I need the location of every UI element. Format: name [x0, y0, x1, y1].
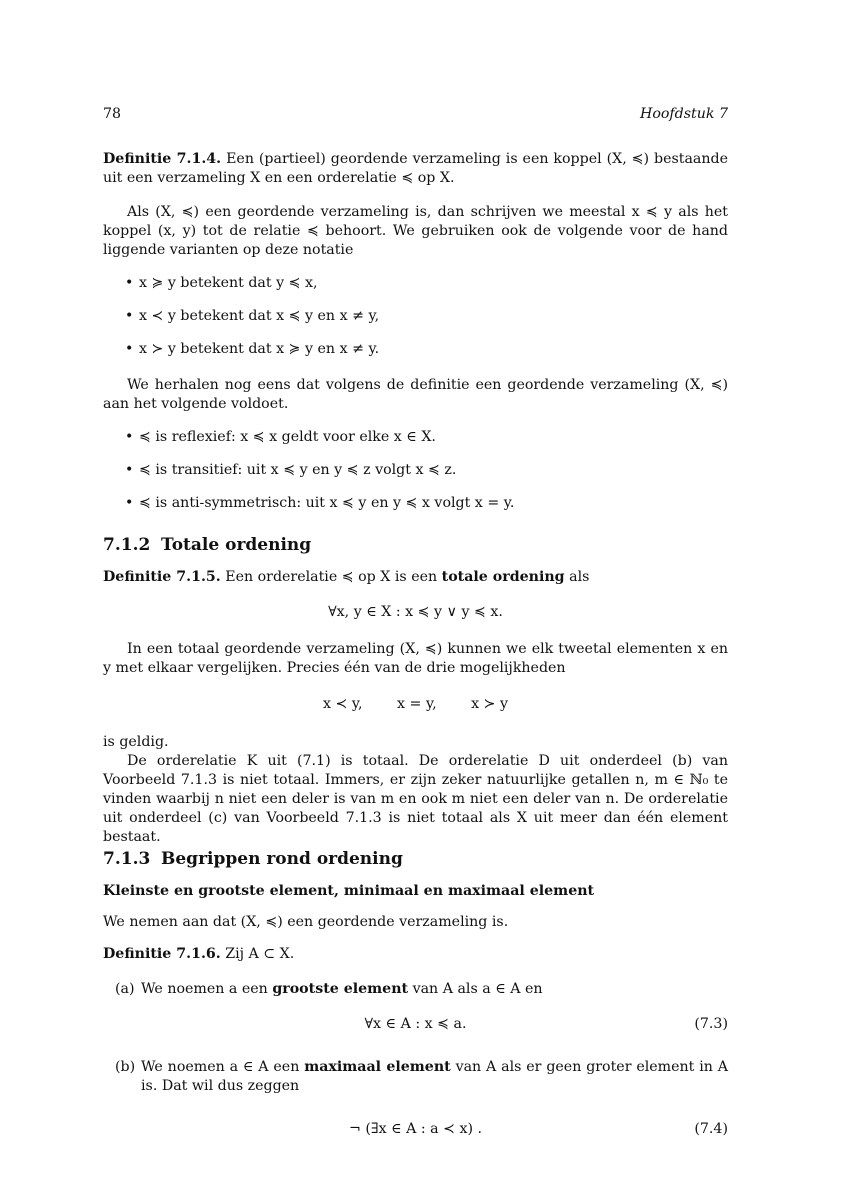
item-text-after: van A als a ∈ A en — [412, 981, 543, 997]
section-heading-7-1-2 — [103, 536, 728, 555]
trichotomy-less: x ≺ y, — [322, 696, 363, 712]
section-title: Totale ordening — [161, 535, 312, 555]
item-term: grootste element — [272, 981, 409, 997]
notation-list — [103, 274, 728, 373]
trichotomy-equal: x = y, — [397, 696, 437, 712]
paragraph-assume: We nemen aan dat (X, ≼) een geordende verzameling is. — [103, 914, 509, 930]
trichotomy-display — [103, 695, 728, 714]
section-number: 7.1.2 — [103, 535, 151, 555]
list-item: • x ≻ y betekent dat x ≽ y en x ≠ y. — [103, 340, 728, 373]
item-text-before: We noemen a een — [141, 981, 268, 997]
equation-tag: (7.3) — [694, 1016, 728, 1032]
section-title: Begrippen rond ordening — [161, 849, 403, 869]
list-item: • x ≺ y betekent dat x ≼ y en x ≠ y, — [103, 307, 728, 340]
section-heading-7-1-3 — [103, 850, 728, 869]
item-text-after: van A als er geen groter element in A is. Dat wil dus zeggen — [141, 1059, 728, 1094]
list-item: • ≼ is anti-symmetrisch: uit x ≼ y en y ≼ x volgt x = y. — [103, 494, 728, 527]
property-list — [103, 428, 728, 527]
page — [103, 0, 728, 1137]
paragraph-geldig: is geldig. — [103, 734, 169, 750]
definition-text-after: als — [569, 569, 590, 585]
definition-item-a — [103, 980, 728, 999]
page-number: 78 — [103, 106, 122, 122]
trichotomy-greater: x ≻ y — [471, 696, 509, 712]
running-header — [103, 105, 728, 125]
section-number: 7.1.3 — [103, 849, 151, 869]
item-term: maximaal element — [304, 1059, 451, 1075]
equation-formula: ∀x ∈ A : x ≼ a. — [364, 1016, 467, 1032]
paragraph-notation: Als (X, ≼) een geordende verzameling is, dan schrijven we meestal x ≼ y als het koppel (x, y) tot de relatie ≼ behoort. We gebruiken ook de volgende voor de hand liggende varianten op deze notatie — [103, 204, 728, 258]
definition-text-before: Een orderelatie ≼ op X is een — [225, 569, 438, 585]
equation-formula: ¬ (∃x ∈ A : a ≺ x) . — [348, 1121, 483, 1137]
definition-7-1-4 — [103, 150, 728, 188]
item-text-before: We noemen a ∈ A een — [141, 1059, 300, 1075]
list-item: • ≼ is transitief: uit x ≼ y en y ≼ z volgt x ≼ z. — [103, 461, 728, 494]
definition-label: Definitie 7.1.4. — [103, 151, 222, 167]
item-label: (a) — [115, 981, 135, 997]
paragraph-examples: De orderelatie K uit (7.1) is totaal. De orderelatie D uit onderdeel (b) van Voorbeeld 7.1.3 is niet totaal. Immers, er zijn zeker natuurlijke getallen n, m ∈ ℕ₀ te vinden waarbij n niet een deler is van m en ook m niet een deler van n. De orderelatie uit onderdeel (c) van Voorbeeld 7.1.3 is niet totaal als X uit meer dan één element bestaat. — [103, 753, 728, 845]
definition-text: Zij A ⊂ X. — [225, 946, 295, 962]
equation-7-3 — [103, 1015, 728, 1035]
list-item: • x ≽ y betekent dat y ≼ x, — [103, 274, 728, 307]
list-item: • ≼ is reflexief: x ≼ x geldt voor elke x ∈ X. — [103, 428, 728, 461]
paragraph-total: In een totaal geordende verzameling (X, ≼) kunnen we elk tweetal elementen x en y met elkaar vergelijken. Precies één van de drie mogelijkheden — [103, 641, 728, 676]
paragraph-repeat: We herhalen nog eens dat volgens de definitie een geordende verzameling (X, ≼) aan het volgende voldoet. — [103, 377, 728, 412]
definition-7-1-5 — [103, 568, 728, 587]
equation-tag: (7.4) — [694, 1121, 728, 1137]
item-label: (b) — [115, 1059, 136, 1075]
definition-term: totale ordening — [441, 569, 565, 585]
definition-label: Definitie 7.1.5. — [103, 569, 221, 585]
definition-7-1-6 — [103, 945, 728, 964]
definition-item-b — [103, 1058, 728, 1096]
definition-text: Een (partieel) geordende verzameling is een koppel (X, ≼) bestaande uit een verzameling X en een orderelatie ≼ op X. — [103, 151, 728, 186]
subsection-heading: Kleinste en grootste element, minimaal en maximaal element — [103, 883, 595, 899]
chapter-title: Hoofdstuk 7 — [639, 106, 728, 122]
total-order-formula: ∀x, y ∈ X : x ≼ y ∨ y ≼ x. — [328, 604, 503, 620]
definition-label: Definitie 7.1.6. — [103, 946, 221, 962]
equation-7-4 — [103, 1120, 728, 1140]
